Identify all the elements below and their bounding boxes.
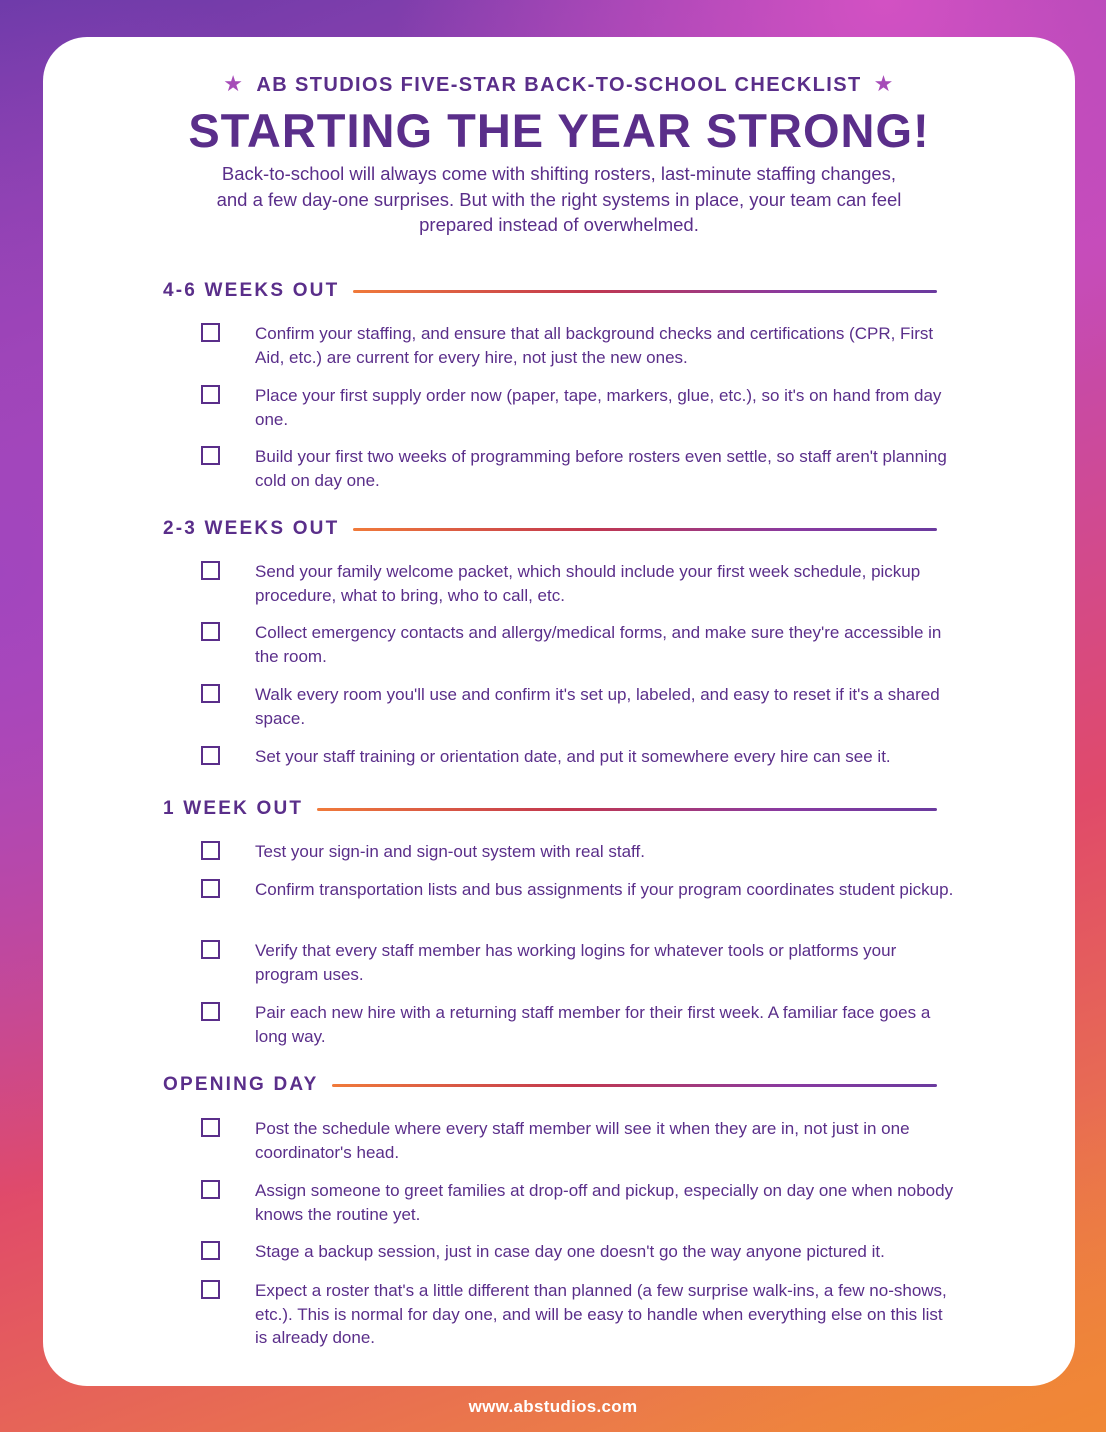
checklist-item: [163, 939, 955, 986]
checkbox[interactable]: [201, 446, 220, 465]
section-title: 4-6 WEEKS OUT: [163, 280, 340, 301]
star-icon: ★: [873, 71, 895, 96]
checklist-item-text: Build your first two weeks of programming before rosters even settle, so staff aren't planning cold on day one.: [255, 447, 947, 490]
checkbox[interactable]: [201, 746, 220, 765]
star-icon: ★: [223, 71, 245, 96]
section-divider: [332, 1084, 937, 1087]
checkbox[interactable]: [201, 841, 220, 860]
checkbox[interactable]: [201, 323, 220, 342]
checklist-item-text: Place your first supply order now (paper, tape, markers, glue, etc.), so it's on hand from day one.: [255, 386, 942, 429]
checklist-item-text: Walk every room you'll use and confirm it's set up, labeled, and easy to reset if it's a shared space.: [255, 685, 940, 728]
page-title: STARTING THE YEAR STRONG!: [188, 104, 930, 157]
checklist-item-text: Collect emergency contacts and allergy/medical forms, and make sure they're accessible in the room.: [255, 623, 942, 666]
checklist-item: [163, 745, 975, 769]
kicker-text: AB STUDIOS FIVE-STAR BACK-TO-SCHOOL CHECKLIST: [256, 74, 862, 96]
checklist-item: [163, 1179, 955, 1226]
checkbox[interactable]: [201, 1241, 220, 1260]
section-header: [163, 1073, 937, 1097]
checklist-item-text: Test your sign-in and sign-out system with real staff.: [255, 842, 645, 861]
checklist-item: [163, 1240, 955, 1264]
checkbox[interactable]: [201, 879, 220, 898]
checklist-item-text: Stage a backup session, just in case day one doesn't go the way anyone pictured it.: [255, 1242, 885, 1261]
checklist-item-text: Post the schedule where every staff member will see it when they are in, not just in one coordinator's head.: [255, 1119, 910, 1162]
section-header: [163, 517, 937, 541]
checklist-card: [43, 37, 1075, 1386]
intro-paragraph: Back-to-school will always come with shifting rosters, last-minute staffing changes, and a few day-one surprises. But with the right systems in place, your team can feel prepared instead of overwhelmed.: [216, 163, 902, 235]
section-divider: [317, 808, 937, 811]
checklist-kicker: [43, 71, 1075, 97]
checklist-item: [163, 1279, 955, 1350]
checklist-item-text: Set your staff training or orientation date, and put it somewhere every hire can see it.: [255, 747, 891, 766]
section-title: 1 WEEK OUT: [163, 798, 304, 819]
checklist-item: [163, 683, 955, 730]
section-divider: [353, 290, 937, 293]
checklist-item-text: Verify that every staff member has working logins for whatever tools or platforms your program uses.: [255, 941, 897, 984]
checklist-item: [163, 621, 955, 668]
section-title: OPENING DAY: [163, 1074, 319, 1095]
checklist-item-text: Expect a roster that's a little different than planned (a few surprise walk-ins, a few no-shows, etc.). This is normal for day one, and will be easy to handle when everything else on this list is already done.: [255, 1281, 947, 1347]
checklist-item: [163, 878, 955, 902]
section-title: 2-3 WEEKS OUT: [163, 518, 340, 539]
section-opening-day: [163, 1073, 954, 1347]
checklist-item: [163, 560, 955, 607]
checkbox[interactable]: [201, 561, 220, 580]
checklist-item: [163, 384, 955, 431]
section-1-week: [163, 797, 954, 1046]
section-divider: [353, 528, 937, 531]
checklist-item: [163, 1001, 955, 1048]
section-header: [163, 797, 937, 821]
checkbox[interactable]: [201, 1180, 220, 1199]
checklist-item: [163, 840, 955, 864]
checkbox[interactable]: [201, 622, 220, 641]
checklist-item: [163, 1117, 955, 1164]
checkbox[interactable]: [201, 1280, 220, 1299]
checklist-item-text: Send your family welcome packet, which should include your first week schedule, pickup procedure, what to bring, who to call, etc.: [255, 562, 921, 605]
checklist-item-text: Confirm your staffing, and ensure that all background checks and certifications (CPR, First Aid, etc.) are current for every hire, not just the new ones.: [255, 324, 934, 367]
section-4-6-weeks: [163, 279, 947, 490]
checkbox[interactable]: [201, 1002, 220, 1021]
checklist-item-text: Confirm transportation lists and bus assignments if your program coordinates student pickup.: [255, 880, 954, 899]
checklist-item-text: Pair each new hire with a returning staff member for their first week. A familiar face goes a long way.: [255, 1003, 931, 1046]
checkbox[interactable]: [201, 940, 220, 959]
section-header: [163, 279, 937, 303]
checkbox[interactable]: [201, 1118, 220, 1137]
checkbox[interactable]: [201, 684, 220, 703]
checklist-item: [163, 322, 955, 369]
checklist-item: [163, 445, 955, 492]
checkbox[interactable]: [201, 385, 220, 404]
checklist-item-text: Assign someone to greet families at drop-off and pickup, especially on day one when nobody knows the routine yet.: [255, 1181, 954, 1224]
section-2-3-weeks: [163, 517, 942, 766]
website-link[interactable]: www.abstudios.com: [468, 1397, 638, 1416]
